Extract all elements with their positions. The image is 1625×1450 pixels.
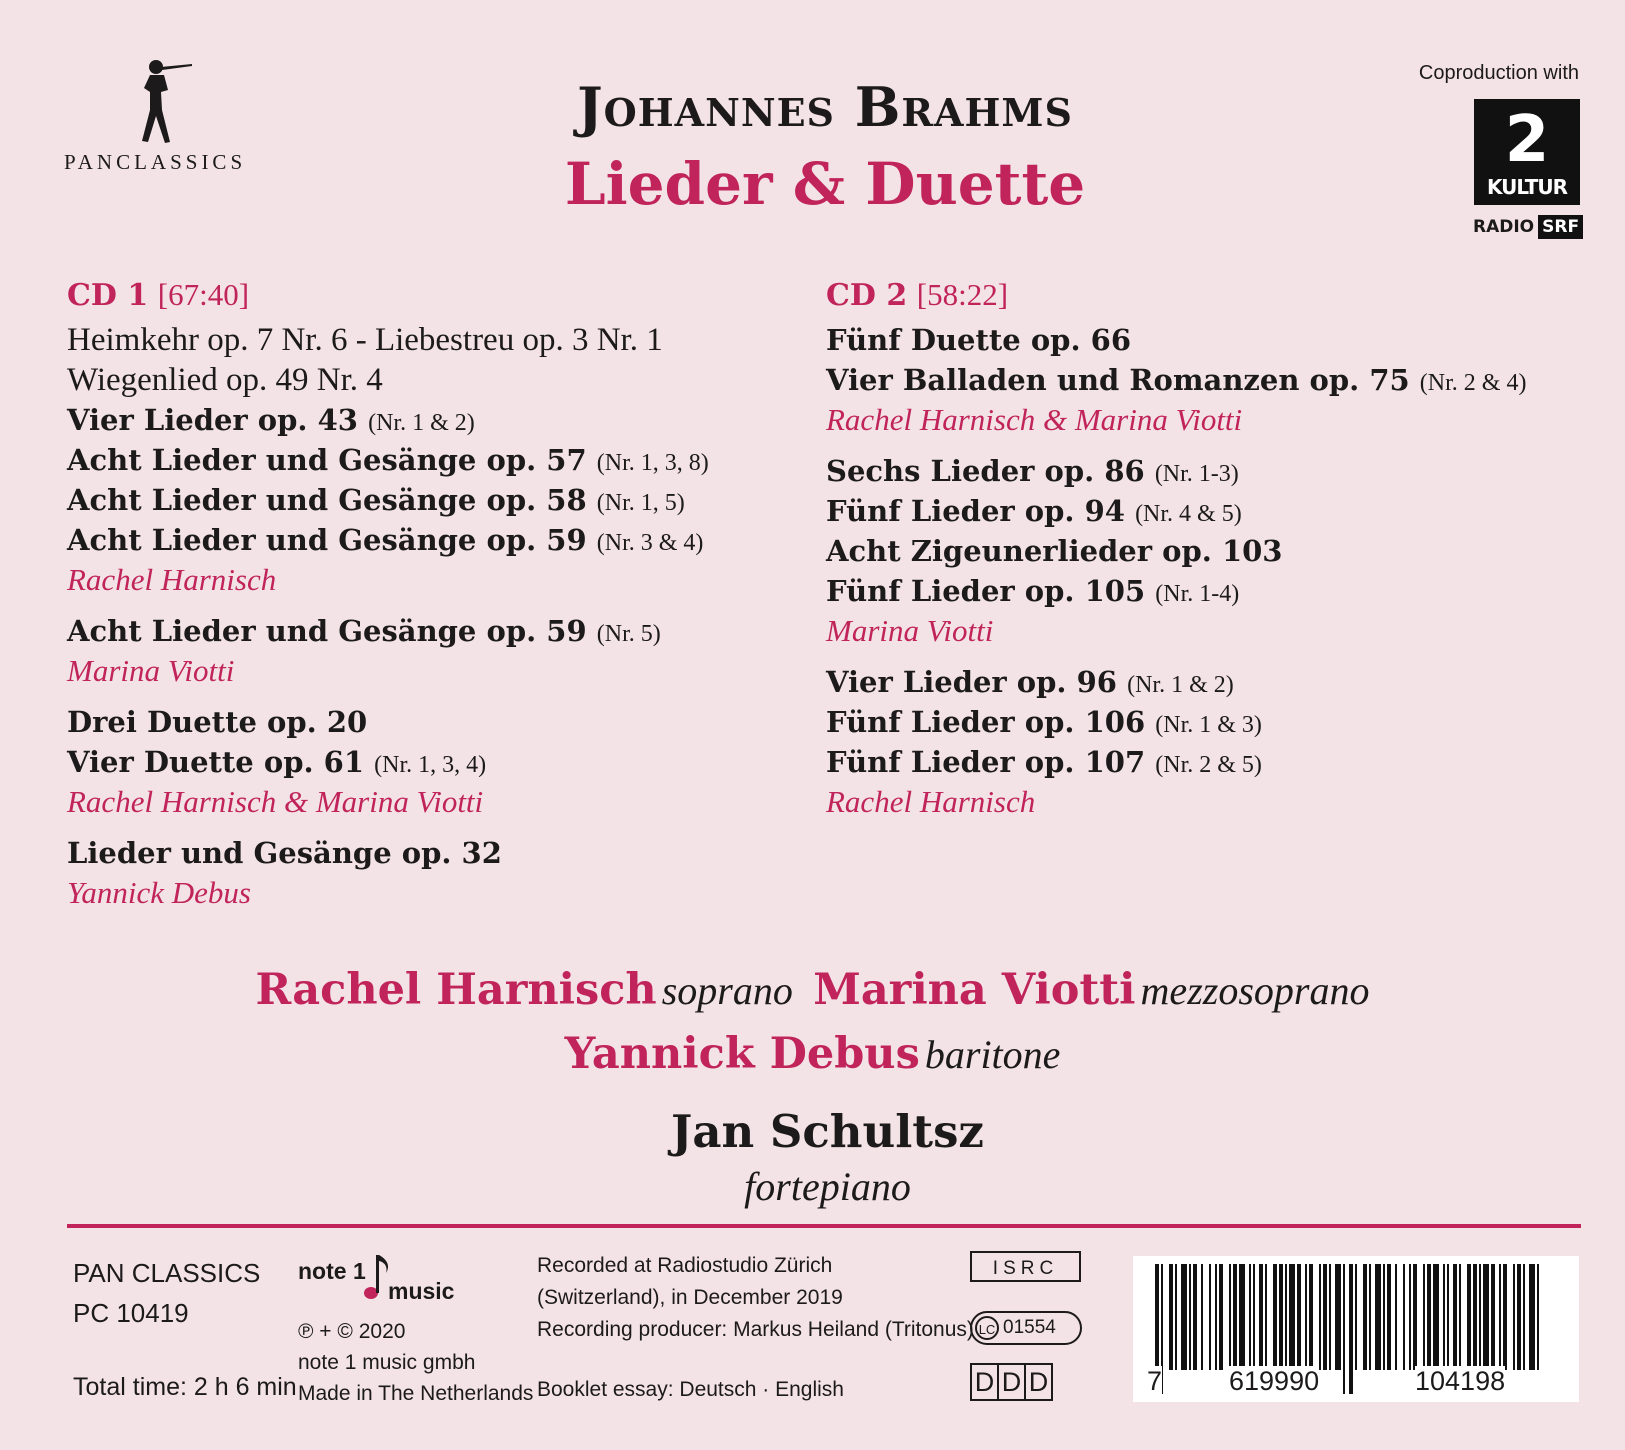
line-text: Rachel Harnisch <box>826 784 1036 819</box>
barcode-bar <box>1387 1264 1391 1370</box>
line-text: Lieder und Gesänge op. 32 <box>67 836 502 870</box>
cd2-duration: [58:22] <box>916 277 1009 312</box>
line-numbers: (Nr. 2 & 4) <box>1419 370 1527 396</box>
singer2-name: Marina Viotti <box>813 965 1136 1015</box>
barcode-bar <box>1259 1264 1263 1370</box>
performer-line <box>67 782 797 822</box>
singer1-name: Rachel Harnisch <box>255 965 657 1015</box>
barcode-bar <box>1517 1264 1521 1370</box>
line-text: Fünf Lieder op. 107 <box>826 745 1146 779</box>
barcode-bar <box>1279 1264 1283 1370</box>
line-text: Vier Lieder op. 43 <box>67 403 358 437</box>
barcode-bar <box>1305 1264 1307 1370</box>
work-line <box>826 662 1606 702</box>
ddd-letter-2: D <box>997 1363 1026 1401</box>
barcode-bar <box>1447 1264 1449 1370</box>
barcode-bar <box>1395 1264 1397 1370</box>
cd1-lines <box>67 320 797 913</box>
work-line <box>826 742 1606 782</box>
line-text: Acht Lieder und Gesänge op. 59 <box>67 523 587 557</box>
cd2-tracklist <box>826 270 1606 822</box>
barcode-bar <box>1297 1264 1301 1370</box>
recording-credits <box>537 1250 974 1346</box>
performer-line <box>67 873 797 913</box>
ddd-mark <box>970 1363 1051 1401</box>
line-numbers: (Nr. 1, 3, 8) <box>596 450 709 476</box>
song-line <box>67 320 797 360</box>
cd1-duration: [67:40] <box>157 277 250 312</box>
line-numbers: (Nr. 1 & 2) <box>368 410 475 436</box>
song-line <box>67 360 797 400</box>
barcode-bar <box>1335 1264 1341 1370</box>
line-text: Heimkehr op. 7 Nr. 6 - Liebestreu op. 3 Nr. 1 <box>67 322 663 358</box>
work-line <box>826 360 1606 400</box>
isrc-mark: ISRC <box>970 1251 1081 1282</box>
label-code-number: 01554 <box>1003 1317 1056 1338</box>
work-line <box>67 611 797 651</box>
company-line: note 1 music gmbh <box>298 1351 476 1374</box>
singer3-name: Yannick Debus <box>564 1029 920 1079</box>
singer2-role: mezzosoprano <box>1140 968 1370 1013</box>
cd2-lines <box>826 320 1606 822</box>
barcode-bar <box>1433 1264 1439 1370</box>
kultur-logo-number: 2 <box>1504 103 1550 177</box>
performer-line <box>826 611 1606 651</box>
work-line <box>826 702 1606 742</box>
cd1-label: CD 1 <box>67 278 149 313</box>
barcode-bar <box>1249 1264 1251 1370</box>
performer-line <box>67 651 797 691</box>
line-numbers: (Nr. 4 & 5) <box>1135 501 1242 527</box>
panclassics-logo <box>64 58 264 178</box>
radio-srf-mark <box>1473 213 1583 241</box>
barcode-bar <box>1285 1264 1287 1370</box>
work-line <box>67 702 797 742</box>
barcode-bar <box>1409 1264 1411 1370</box>
lc-icon: LC <box>975 1316 999 1340</box>
work-line <box>826 320 1606 360</box>
barcode <box>1133 1256 1579 1402</box>
line-text: Acht Lieder und Gesänge op. 57 <box>67 443 587 477</box>
barcode-bar <box>1513 1264 1515 1370</box>
performer-line <box>67 560 797 600</box>
note1-music-text: music <box>388 1278 455 1304</box>
line-text: Acht Zigeunerlieder op. 103 <box>826 534 1283 568</box>
note1-text: note 1 <box>298 1258 366 1284</box>
line-numbers: (Nr. 1 & 3) <box>1155 712 1262 738</box>
pianist-role: fortepiano <box>744 1164 911 1209</box>
barcode-bar <box>1383 1264 1385 1370</box>
total-time: Total time: 2 h 6 min <box>73 1373 297 1401</box>
barcode-bar <box>1233 1264 1237 1370</box>
work-line <box>826 571 1606 611</box>
barcode-bar <box>1175 1264 1177 1370</box>
performers-block <box>0 958 1625 1086</box>
catalogue-number: PC 10419 <box>73 1298 189 1328</box>
performer-line <box>826 400 1606 440</box>
producer-line: Recording producer: Markus Heiland (Tritonus) <box>537 1318 974 1341</box>
line-text: Fünf Lieder op. 106 <box>826 705 1146 739</box>
work-line <box>826 451 1606 491</box>
kultur-logo-word: KULTUR <box>1486 175 1568 199</box>
barcode-bar <box>1499 1264 1501 1370</box>
barcode-bar <box>1181 1264 1187 1370</box>
barcode-bar <box>1273 1264 1277 1370</box>
copyright-block <box>298 1316 533 1409</box>
line-text: Vier Lieder op. 96 <box>826 665 1117 699</box>
barcode-bar <box>1265 1264 1267 1370</box>
work-line <box>826 491 1606 531</box>
barcode-bar <box>1427 1264 1431 1370</box>
work-line <box>67 742 797 782</box>
work-line <box>67 440 797 480</box>
composer-name: Johannes Brahms <box>577 75 1073 139</box>
line-numbers: (Nr. 3 & 4) <box>596 530 704 556</box>
line-numbers: (Nr. 2 & 5) <box>1155 752 1262 778</box>
line-text: Fünf Lieder op. 105 <box>826 574 1146 608</box>
line-text: Marina Viotti <box>826 613 994 648</box>
barcode-bar <box>1201 1264 1203 1370</box>
barcode-bar <box>1253 1264 1255 1370</box>
panclassics-wordmark: PANCLASSICS <box>64 150 247 174</box>
cd2-label: CD 2 <box>826 278 908 313</box>
barcode-bar <box>1329 1264 1331 1370</box>
line-numbers: (Nr. 1-3) <box>1154 461 1239 487</box>
ddd-letter-3: D <box>1024 1363 1053 1401</box>
label-name: PAN CLASSICS <box>73 1258 261 1288</box>
barcode-bar <box>1349 1264 1353 1394</box>
work-line <box>67 400 797 440</box>
barcode-bar <box>1523 1264 1525 1370</box>
barcode-bar <box>1413 1264 1417 1370</box>
performers-row-2 <box>0 1022 1625 1086</box>
barcode-bar <box>1193 1264 1197 1370</box>
barcode-bar <box>1219 1264 1223 1370</box>
catalogue-block <box>73 1253 260 1333</box>
barcode-bar <box>1479 1264 1481 1370</box>
line-text: Rachel Harnisch & Marina Viotti <box>826 402 1243 437</box>
barcode-bar <box>1529 1264 1535 1370</box>
line-numbers: (Nr. 1, 5) <box>596 490 685 516</box>
barcode-bar <box>1215 1264 1217 1370</box>
barcode-bar <box>1467 1264 1471 1370</box>
barcode-bar <box>1323 1264 1327 1370</box>
barcode-digits-right: 104198 <box>1415 1366 1506 1396</box>
line-numbers: (Nr. 5) <box>596 621 661 647</box>
line-text: Wiegenlied op. 49 Nr. 4 <box>67 362 383 398</box>
album-title: Lieder & Duette <box>564 150 1086 218</box>
barcode-bar <box>1473 1264 1477 1370</box>
ddd-letter-1: D <box>970 1363 999 1401</box>
cd2-heading <box>826 270 1606 320</box>
barcode-bar <box>1319 1264 1321 1370</box>
recorded-line-2: (Switzerland), in December 2019 <box>537 1286 843 1309</box>
line-numbers: (Nr. 1, 3, 4) <box>374 752 487 778</box>
footer-divider <box>67 1224 1581 1228</box>
line-text: Sechs Lieder op. 86 <box>826 454 1145 488</box>
line-text: Fünf Lieder op. 94 <box>826 494 1125 528</box>
line-text: Rachel Harnisch <box>67 562 277 597</box>
barcode-bar <box>1343 1264 1345 1394</box>
cd1-tracklist <box>67 270 797 913</box>
coproduction-label: Coproduction with <box>1418 62 1579 84</box>
barcode-bar <box>1491 1264 1495 1370</box>
line-text: Vier Balladen und Romanzen op. 75 <box>826 363 1410 397</box>
work-line <box>826 531 1606 571</box>
barcode-bar <box>1423 1264 1425 1370</box>
line-text: Marina Viotti <box>67 653 235 688</box>
line-text: Yannick Debus <box>67 875 251 910</box>
work-line <box>67 520 797 560</box>
line-text: Rachel Harnisch & Marina Viotti <box>67 784 484 819</box>
line-text: Drei Duette op. 20 <box>67 705 368 739</box>
booklet-line: Booklet essay: Deutsch · English <box>537 1378 844 1401</box>
line-numbers: (Nr. 1 & 2) <box>1127 672 1234 698</box>
barcode-bar <box>1483 1264 1489 1370</box>
barcode-bar <box>1239 1264 1245 1370</box>
work-line <box>67 480 797 520</box>
recorded-line-1: Recorded at Radiostudio Zürich <box>537 1254 833 1277</box>
barcode-bar <box>1503 1264 1507 1370</box>
performers-row-1 <box>0 958 1625 1022</box>
barcode-bar <box>1363 1264 1367 1370</box>
barcode-bar <box>1169 1264 1173 1370</box>
barcode-bar <box>1369 1264 1371 1370</box>
work-line <box>67 833 797 873</box>
barcode-bar <box>1289 1264 1295 1370</box>
flute-player-figure-icon <box>134 58 196 146</box>
barcode-bar <box>1229 1264 1231 1370</box>
barcode-digit-lead: 7 <box>1147 1366 1163 1396</box>
barcode-bar <box>1537 1264 1539 1370</box>
line-text: Acht Lieder und Gesänge op. 59 <box>67 614 587 648</box>
barcode-bar <box>1375 1264 1381 1370</box>
copyright-line: ℗ + © 2020 <box>298 1320 406 1343</box>
barcode-bar <box>1189 1264 1191 1370</box>
barcode-bar <box>1309 1264 1313 1370</box>
line-numbers: (Nr. 1-4) <box>1155 581 1240 607</box>
pianist-name: Jan Schultsz <box>671 1105 984 1158</box>
radio-label: RADIO <box>1473 217 1535 237</box>
line-text: Fünf Duette op. 66 <box>826 323 1132 357</box>
performer-line <box>826 782 1606 822</box>
srf-kultur-logo <box>1474 99 1580 205</box>
line-text: Acht Lieder und Gesänge op. 58 <box>67 483 587 517</box>
singer1-role: soprano <box>661 968 793 1013</box>
barcode-digits-left: 619990 <box>1229 1366 1320 1396</box>
line-text: Vier Duette op. 61 <box>67 745 365 779</box>
barcode-bars-icon <box>1133 1256 1579 1402</box>
barcode-bar <box>1403 1264 1405 1370</box>
barcode-bar <box>1459 1264 1461 1370</box>
barcode-bar <box>1355 1264 1357 1370</box>
cd1-heading <box>67 270 797 320</box>
srf-label: SRF <box>1538 215 1583 239</box>
barcode-bar <box>1453 1264 1457 1370</box>
barcode-bar <box>1443 1264 1445 1370</box>
singer3-role: baritone <box>924 1032 1061 1077</box>
made-in-line: Made in The Netherlands <box>298 1382 534 1405</box>
barcode-bar <box>1209 1264 1211 1370</box>
label-code-mark <box>970 1311 1082 1345</box>
